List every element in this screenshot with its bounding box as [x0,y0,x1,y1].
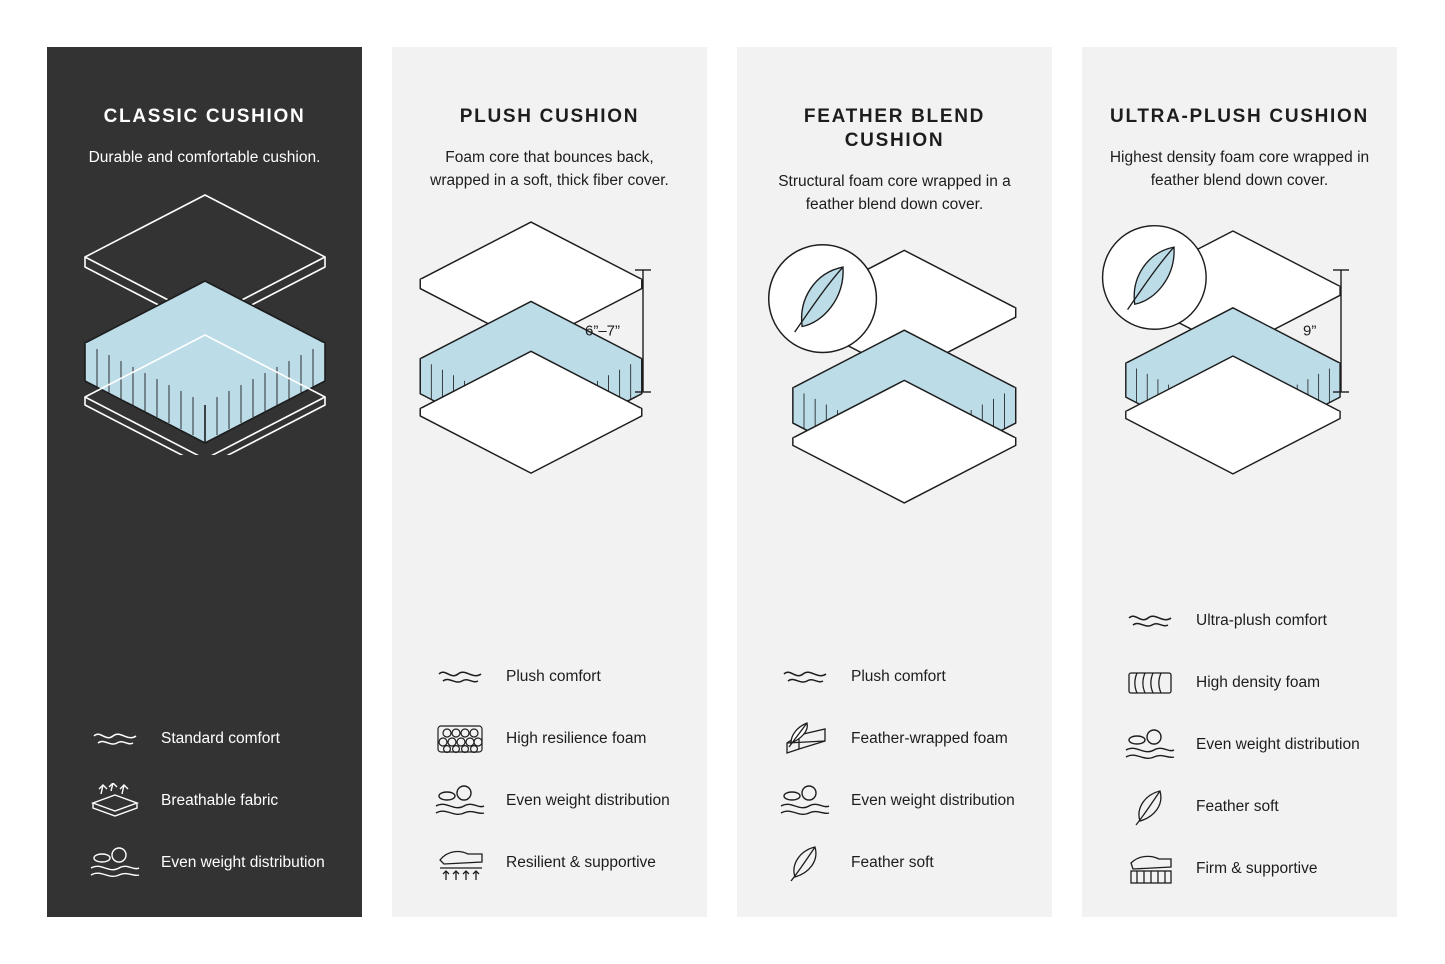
feature-label: Feather-wrapped foam [851,729,1008,747]
feature-label: Resilient & supportive [506,853,656,871]
feature-label: Ultra-plush comfort [1196,611,1327,629]
dimension-label: 6”–7” [585,322,621,340]
wave-icon [777,667,833,687]
feature-label: High density foam [1196,673,1321,691]
exploded-cushion-diagram [1099,208,1349,488]
feature-label: Even weight distribution [506,791,670,809]
feature-item [777,719,1016,759]
card-description: Durable and comfortable cushion. [88,148,321,166]
feature-item [1122,663,1361,703]
card-title: ULTRA-PLUSH CUSHION [1110,106,1369,127]
feather-badge [1102,226,1206,330]
feather-icon [1122,787,1178,827]
exploded-cushion-diagram [75,185,335,455]
feature-item [777,657,1016,697]
feature-item [432,843,671,883]
feature-label: Feather soft [1196,797,1279,815]
feature-label: Feather soft [851,853,934,871]
weight-distribution-icon [432,784,488,818]
resilient-support-icon [432,844,488,882]
card-description: Foam core that bounces back, wrapped in a soft, thick fiber cover. [430,148,669,189]
feather-badge [768,245,876,353]
feature-item [432,719,671,759]
feature-label: Firm & supportive [1196,859,1318,877]
card-title: CLASSIC CUSHION [103,106,306,127]
feature-item [432,781,671,821]
cushion-card-ultra-plush-cushion[interactable] [1082,47,1397,917]
wave-icon [1122,611,1178,631]
feather-icon [777,843,833,883]
dimension-indicator [585,266,691,396]
feature-item [432,657,671,697]
feature-label: Even weight distribution [851,791,1015,809]
feature-label: Standard comfort [161,729,280,747]
feature-item [1122,787,1361,827]
dimension-indicator [1303,266,1389,396]
feature-label: Even weight distribution [161,853,325,871]
feature-label: Plush comfort [851,667,946,685]
honeycomb-foam-icon [432,722,488,756]
feature-item [87,843,326,883]
dimension-label: 9” [1303,322,1317,340]
weight-distribution-icon [1122,728,1178,762]
cushion-diagram-wrap [1082,208,1397,508]
feature-list [47,719,362,883]
feature-item [1122,725,1361,765]
cushion-card-classic-cushion[interactable] [47,47,362,917]
feature-label: Even weight distribution [1196,735,1360,753]
weight-distribution-icon [777,784,833,818]
feature-item [1122,849,1361,889]
feature-item [87,719,326,759]
weight-distribution-icon [87,846,143,880]
feature-label: High resilience foam [506,729,647,747]
feather-wrapped-foam-icon [777,721,833,757]
cushion-diagram-wrap [47,185,362,485]
wave-icon [87,729,143,749]
cushion-diagram-wrap [392,208,707,508]
firm-support-icon [1122,851,1178,887]
feature-label: Breathable fabric [161,791,279,809]
high-density-foam-icon [1122,668,1178,698]
wave-icon [432,667,488,687]
feature-item [777,843,1016,883]
cushion-card-feather-blend-cushion[interactable] [737,47,1052,917]
feature-item [777,781,1016,821]
cushion-diagram-wrap [737,232,1052,532]
feature-list [1082,601,1397,889]
breathable-fabric-icon [87,783,143,819]
card-description: Structural foam core wrapped in a feather blend down cover. [778,172,1011,213]
feature-label: Plush comfort [506,667,601,685]
feature-list [737,657,1052,883]
feature-item [1122,601,1361,641]
exploded-cushion-diagram [765,232,1025,512]
exploded-cushion-diagram [411,208,651,478]
feature-item [87,781,326,821]
card-title: FEATHER BLEND CUSHION [803,106,986,151]
cushion-card-plush-cushion[interactable] [392,47,707,917]
feature-list [392,657,707,883]
card-title: PLUSH CUSHION [459,106,640,127]
card-description: Highest density foam core wrapped in feather blend down cover. [1109,148,1370,189]
